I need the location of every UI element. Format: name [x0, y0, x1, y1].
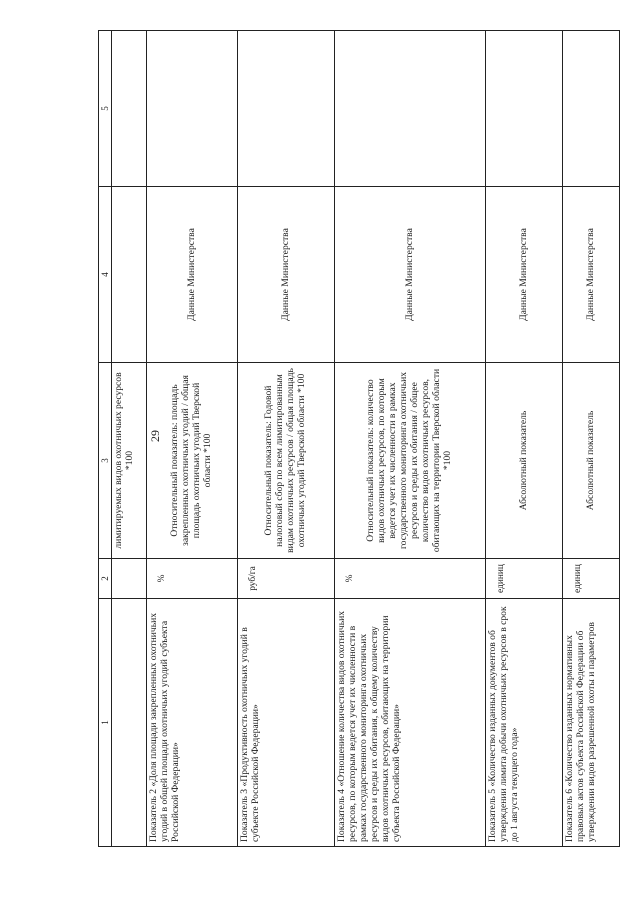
- indicator-name-cell: Показатель 6 «Количество изданных нормативных правовых актов субъекта Российской Федерации об утверждении видов разрешенной охоты и параметров: [563, 599, 620, 847]
- table-row: [147, 31, 238, 847]
- indicator-name-cell: Показатель 2 «Доля площади закрепленных охотничьих угодий в общей площади охотничьих угодий субъекта Российской Федерации»: [147, 599, 238, 847]
- unit-cell: единиц: [563, 559, 620, 599]
- note-cell: [486, 31, 563, 187]
- method-cell: Абсолютный показатель: [563, 363, 620, 559]
- source-cell: Данные Министерства: [147, 187, 238, 363]
- note-cell: [335, 31, 486, 187]
- table-row: [486, 31, 563, 847]
- source-cell: Данные Министерства: [335, 187, 486, 363]
- method-cell: Абсолютный показатель: [486, 363, 563, 559]
- column-header: 3: [99, 363, 112, 559]
- method-cell: Относительный показатель: количество видов охотничьих ресурсов, по которым ведется учет их численности в рамках государственного мониторинга охотничьих ресурсов и среды их обитания / общее количество видов охотничьих ресурсов, обитающих на территории Тверской области *100: [335, 363, 486, 559]
- method-cell: лимитируемых видов охотничьих ресурсов *100: [112, 363, 147, 559]
- unit-cell: руб/га: [238, 559, 335, 599]
- note-cell: [563, 31, 620, 187]
- source-cell: Данные Министерства: [238, 187, 335, 363]
- column-header: 1: [99, 599, 112, 847]
- column-header: 2: [99, 559, 112, 599]
- page-number: 29: [148, 430, 162, 442]
- indicator-name-cell: Показатель 4 «Отношение количества видов охотничьих ресурсов, по которым ведется учет их численности в рамках государственного мониторинга охотничьих ресурсов и среды их обитания, к общему количеству видов охотничьих ресурсов, обитающих на территории субъекта Российской Федерации»: [335, 599, 486, 847]
- note-cell: [238, 31, 335, 187]
- indicators-table: [98, 30, 620, 847]
- indicator-name-cell: Показатель 3 «Продуктивность охотничьих угодий в субъекте Российской Федерации»: [238, 599, 335, 847]
- note-cell: [112, 31, 147, 187]
- source-cell: [112, 187, 147, 363]
- table-row: [335, 31, 486, 847]
- method-cell: Относительный показатель: площадь закрепленных охотничьих угодий / общая площадь охотничьих угодий Тверской области *100: [147, 363, 238, 559]
- note-cell: [147, 31, 238, 187]
- unit-cell: %: [147, 559, 238, 599]
- column-header: 4: [99, 187, 112, 363]
- table-header-row: [99, 31, 112, 847]
- source-cell: Данные Министерства: [486, 187, 563, 363]
- unit-cell: единиц: [486, 559, 563, 599]
- indicator-name-cell: Показатель 5 «Количество изданных документов об утверждении лимита добычи охотничьих ресурсов в срок до 1 августа текущего года»: [486, 599, 563, 847]
- indicators-table-container: [98, 31, 620, 847]
- unit-cell: [112, 559, 147, 599]
- method-cell: Относительный показатель: Годовой налоговый сбор по всем лимитированным видам охотничьих ресурсов / общая площадь охотничьих угодий Тверской области *100: [238, 363, 335, 559]
- column-header: 5: [99, 31, 112, 187]
- unit-cell: %: [335, 559, 486, 599]
- table-row: [238, 31, 335, 847]
- table-row: [563, 31, 620, 847]
- source-cell: Данные Министерства: [563, 187, 620, 363]
- table-row: [112, 31, 147, 847]
- indicator-name-cell: [112, 599, 147, 847]
